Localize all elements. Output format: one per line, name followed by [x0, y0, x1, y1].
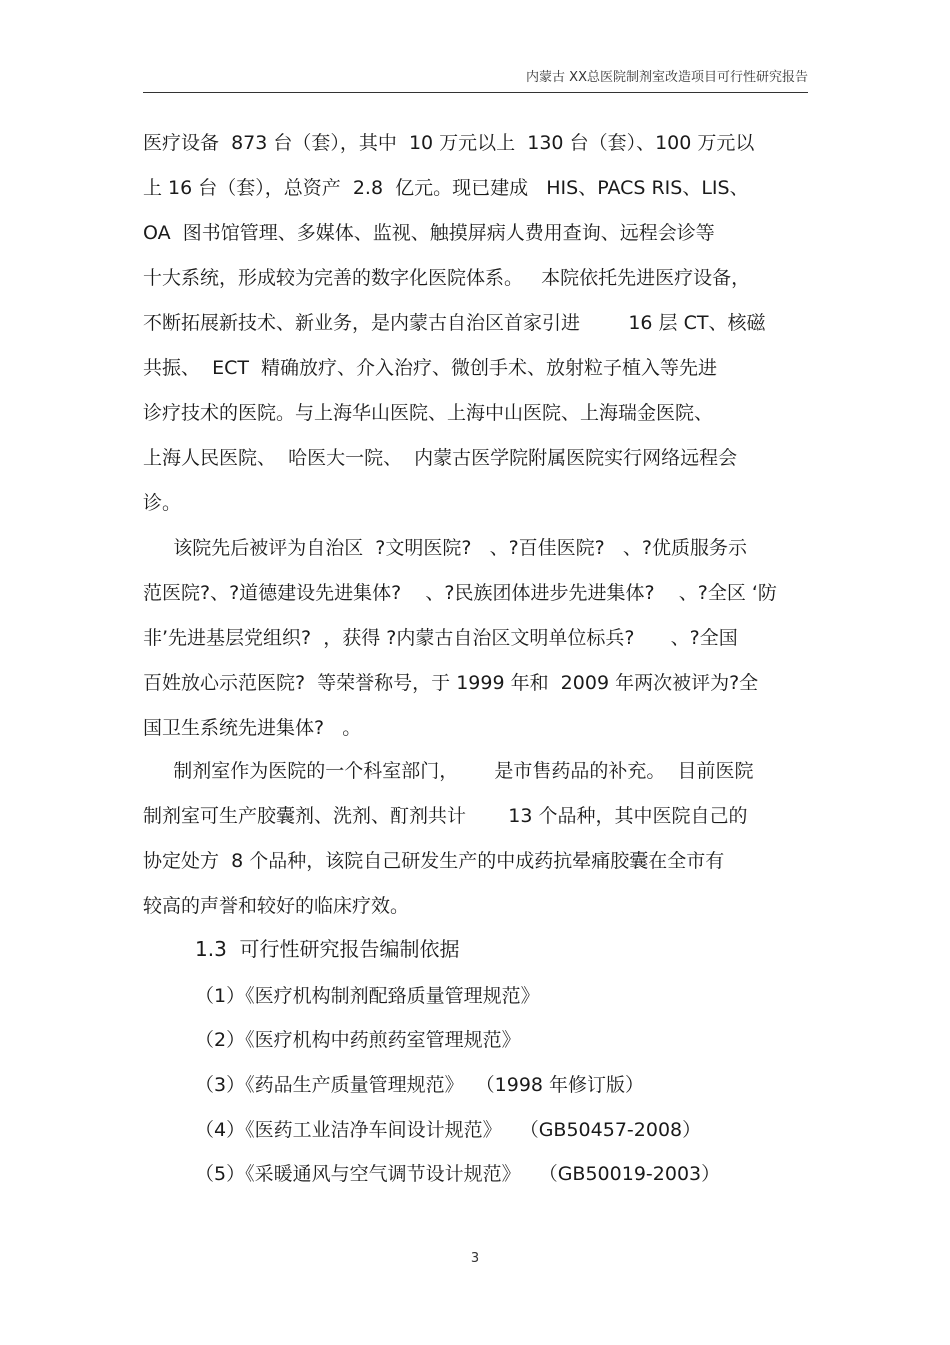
reference-item: （5）《采暖通风与空气调节设计规范》 （GB50019-2003） [195, 1163, 721, 1185]
body-line: OA 图书馆管理、多媒体、监视、触摸屏病人费用查询、远程会诊等 [143, 222, 715, 244]
body-line: 上海人民医院、 哈医大一院、 内蒙古医学院附属医院实行网络远程会 [143, 447, 738, 469]
body-line: 国卫生系统先进集体? 。 [143, 717, 362, 739]
reference-item: （2）《医疗机构中药煎药室管理规范》 [195, 1029, 521, 1051]
reference-item: （4）《医药工业洁净车间设计规范》 （GB50457-2008） [195, 1119, 702, 1141]
body-line: 共振、 ECT 精确放疗、介入治疗、微创手术、放射粒子植入等先进 [143, 357, 718, 379]
body-line: 制剂室作为医院的一个科室部门， 是市售药品的补充。 目前医院 [143, 760, 754, 782]
body-line: 百姓放心示范医院? 等荣誉称号，于 1999 年和 2009 年两次被评为?全 [143, 672, 759, 694]
body-line: 医疗设备 873 台（套），其中 10 万元以上 130 台（套）、100 万元以 [143, 132, 755, 154]
body-line: 上 16 台（套），总资产 2.8 亿元。现已建成 HIS、PACS RIS、LIS、 [143, 177, 749, 199]
body-line: 制剂室可生产胶囊剂、洗剂、酊剂共计 13 个品种，其中医院自己的 [143, 805, 748, 827]
body-line: 较高的声誉和较好的临床疗效。 [143, 895, 410, 917]
reference-item: （1）《医疗机构制剂配臵质量管理规范》 [195, 985, 540, 1007]
body-line: 诊疗技术的医院。与上海华山医院、上海中山医院、上海瑞金医院、 [143, 402, 714, 424]
body-line: 范医院?、?道德建设先进集体? 、?民族团体进步先进集体? 、?全区 ‘防 [143, 582, 777, 604]
body-line: 该院先后被评为自治区 ?文明医院? 、?百佳医院? 、?优质服务示 [143, 537, 747, 559]
body-line: 诊。 [143, 492, 182, 514]
body-line: 不断拓展新技术、新业务，是内蒙古自治区首家引进 16 层 CT、核磁 [143, 312, 766, 334]
page-number: 3 [470, 1251, 480, 1266]
body-line: 非’先进基层党组织? ，获得 ?内蒙古自治区文明单位标兵? 、?全国 [143, 627, 738, 649]
reference-item: （3）《药品生产质量管理规范》 （1998 年修订版） [195, 1074, 645, 1096]
header-title: 内蒙古 XX总医院制剂室改造项目可行性研究报告 [526, 70, 808, 85]
section-heading: 1.3 可行性研究报告编制依据 [195, 937, 460, 961]
body-line: 协定处方 8 个品种，该院自己研发生产的中成药抗晕痛胶囊在全市有 [143, 850, 725, 872]
header-divider [143, 92, 808, 93]
body-line: 十大系统，形成较为完善的数字化医院体系。 本院依托先进医疗设备， [143, 267, 751, 289]
